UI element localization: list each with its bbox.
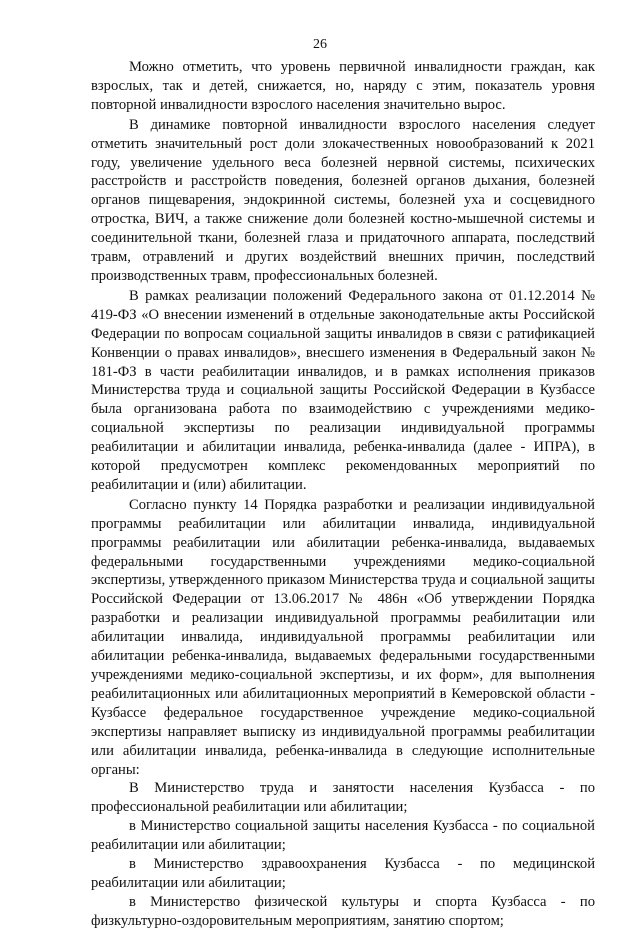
paragraph-repeat-disability-dynamics: В динамике повторной инвалидности взрослого населения следует отметить значительный рост доли злокачественных новообразований к 2021 году, увеличение удельного веса болезней нервной системы, психических расстройств и расстройств поведения, болезней органов дыхания, болезней органов пищеварения, эндокринной системы, болезней уха и сосцевидного отростка, ВИЧ, а также снижение доли болезней костно-мышечной системы и соединительной ткани, болезней глаза и придаточного аппарата, последствий травм, отравлений и других воздействий внешних причин, последствий производственных травм, профессиональных болезней. bbox=[91, 116, 595, 284]
list-item-health-ministry: в Министерство здравоохранения Кузбасса - по медицинской реабилитации или абилитации; bbox=[91, 856, 595, 891]
list-item-labor-ministry: В Министерство труда и занятости населения Кузбасса - по профессиональной реабилитации или абилитации; bbox=[91, 780, 595, 816]
paragraph-federal-law-419: В рамках реализации положений Федерального закона от 01.12.2014 № 419-ФЗ «О внесении изменений в отдельные законодательные акты Российской Федерации по вопросам социальной защиты инвалидов в связи с ратификацией Конвенции о правах инвалидов», внесшего изменения в Федеральный закон № 181-ФЗ в части реабилитации инвалидов, и в рамках исполнения приказов Министерства труда и социальной защиты Российской Федерации в Кузбассе была организована работа по взаимодействию с учреждениями медико-социальной экспертизы по реализации индивидуальной программы реабилитации и абилитации инвалида, ребенка-инвалида (далее - ИПРА), в которой предусмотрен комплекс рекомендованных мероприятий по реабилитации и (или) абилитации. bbox=[91, 287, 595, 493]
paragraph-disability-levels: Можно отметить, что уровень первичной инвалидности граждан, как взрослых, так и детей, снижается, но, наряду с этим, показатель уровня повторной инвалидности взрослого населения значительно вырос. bbox=[91, 59, 595, 113]
document-body bbox=[91, 58, 595, 931]
page-number: 26 bbox=[313, 37, 327, 52]
paragraph-order-486n: Согласно пункту 14 Порядка разработки и реализации индивидуальной программы реабилитации или абилитации инвалида, индивидуальной программы реабилитации или абилитации ребенка-инвалида, выдаваемых федеральными государственными учреждениями медико-социальной экспертизы, утвержденного приказом Министерства труда и социальной защиты Российской Федерации от 13.06.2017 № 486н «Об утверждении Порядка разработки и реализации индивидуальной программы реабилитации или абилитации инвалида, индивидуальной программы реабилитации или абилитации ребенка-инвалида, выдаваемых федеральными государственными учреждениями медико-социальной экспертизы, и их форм», для выполнения реабилитационных или абилитационных мероприятий в Кемеровской области - Кузбассе федеральное государственное учреждение медико-социальной экспертизы направляет выписку из индивидуальной программы реабилитации или абилитации инвалида, ребенка-инвалида в следующие исполнительные органы: bbox=[91, 496, 595, 778]
list-item-sport-ministry: в Министерство физической культуры и спорта Кузбасса - по физкультурно-оздоровительным мероприятиям, занятию спортом; bbox=[91, 893, 595, 929]
list-item-social-protection-ministry: в Министерство социальной защиты населения Кузбасса - по социальной реабилитации или абилитации; bbox=[91, 818, 595, 854]
